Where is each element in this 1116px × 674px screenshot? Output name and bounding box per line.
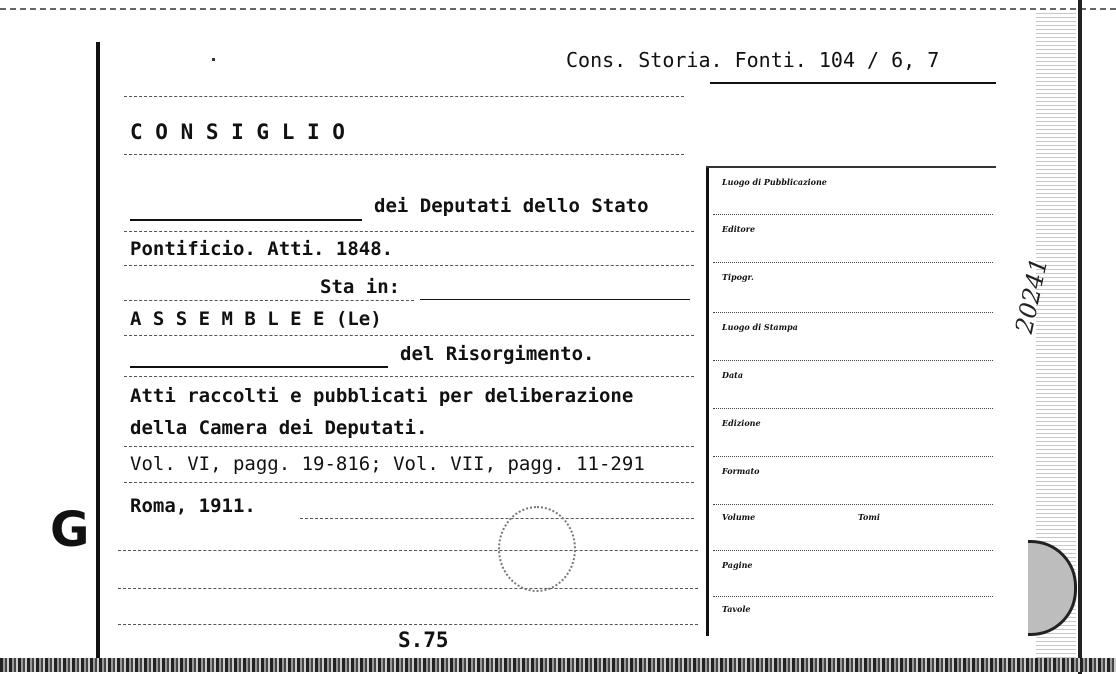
rule-8 — [124, 446, 694, 447]
form-rule-4 — [713, 360, 993, 361]
faint-stamp — [498, 506, 576, 592]
field-luogo-stampa: Luogo di Stampa — [722, 322, 798, 332]
rule-10 — [300, 518, 694, 519]
rule-4 — [124, 265, 694, 266]
rule-11 — [118, 550, 698, 551]
rule-1 — [124, 96, 684, 97]
rule-9 — [124, 482, 694, 483]
field-tipografia: Tipogr. — [722, 272, 754, 282]
call-number: Cons. Storia. Fonti. 104 / 6, 7 — [566, 48, 940, 72]
rule-12 — [118, 588, 698, 589]
form-rule-2 — [713, 262, 993, 263]
form-rule-3 — [713, 312, 993, 313]
rule-6 — [124, 335, 694, 336]
field-formato: Formato — [722, 466, 760, 476]
field-volume: Volume — [722, 512, 756, 522]
form-rule-5 — [713, 408, 993, 409]
volumes-line: Vol. VI, pagg. 19-816; Vol. VII, pagg. 11-291 — [130, 453, 645, 475]
form-box-top — [706, 166, 996, 168]
bottom-scan-edge — [0, 658, 1116, 672]
heading-consiglio: C O N S I G L I O — [130, 120, 345, 144]
ink-dot — [212, 58, 215, 61]
top-scan-edge — [0, 8, 1116, 10]
atti-line-2: della Camera dei Deputati. — [130, 417, 428, 439]
bottom-number: S.75 — [398, 628, 449, 652]
rule-13 — [118, 624, 698, 625]
deputati-blank-line — [130, 219, 362, 221]
field-tomi: Tomi — [858, 512, 880, 522]
field-pagine: Pagine — [722, 560, 753, 570]
call-number-underline — [710, 82, 996, 84]
place-year: Roma, 1911. — [130, 495, 256, 517]
card-right-edge — [1078, 0, 1082, 674]
side-handwriting: 20241 — [1010, 255, 1054, 336]
rule-3 — [124, 231, 694, 232]
form-rule-7 — [713, 504, 993, 505]
line-deputati: dei Deputati dello Stato — [374, 195, 649, 217]
margin-letter: G — [50, 502, 90, 558]
form-rule-8 — [713, 550, 993, 551]
form-box-border — [706, 166, 709, 636]
risorgimento-blank-line — [130, 366, 388, 368]
field-tavole: Tavole — [722, 604, 751, 614]
form-rule-6 — [713, 456, 993, 457]
line-assemblee: A S S E M B L E E (Le) — [130, 308, 382, 330]
rule-2 — [124, 154, 684, 155]
field-luogo-pubblicazione: Luogo di Pubblicazione — [722, 177, 827, 187]
line-risorgimento: del Risorgimento. — [400, 343, 595, 365]
line-pontificio: Pontificio. Atti. 1848. — [130, 238, 394, 260]
rule-7 — [124, 376, 694, 377]
field-editore: Editore — [722, 224, 756, 234]
form-rule-9 — [713, 596, 993, 597]
atti-line-1: Atti raccolti e pubblicati per deliberazione — [130, 385, 634, 407]
field-edizione: Edizione — [722, 418, 761, 428]
field-data: Data — [722, 370, 743, 380]
form-rule-1 — [713, 214, 993, 215]
sta-in-blank-line — [420, 299, 690, 300]
sta-in-label: Sta in: — [320, 276, 401, 298]
card-left-border — [96, 42, 100, 664]
rule-5 — [124, 300, 414, 301]
